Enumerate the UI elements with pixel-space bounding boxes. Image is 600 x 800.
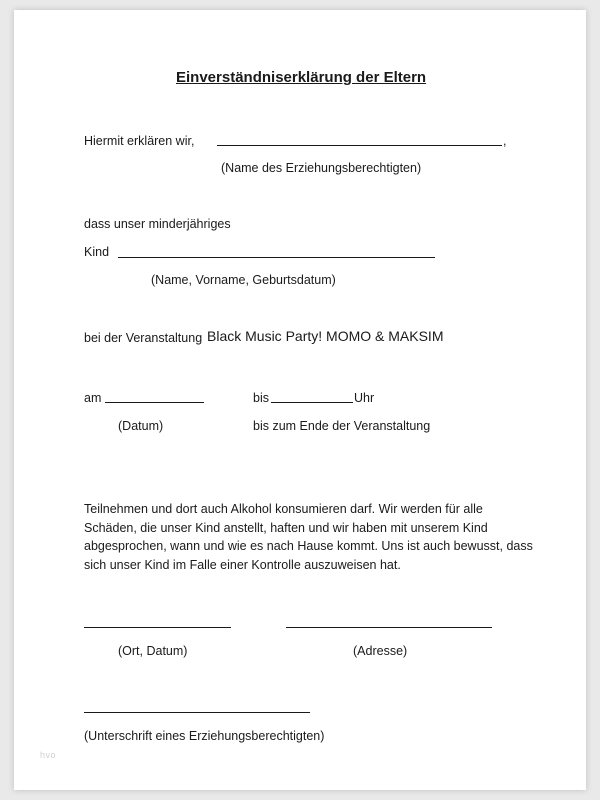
child-name-caption: (Name, Vorname, Geburtsdatum)	[151, 273, 336, 287]
address-caption: (Adresse)	[353, 644, 408, 658]
child-intro: dass unser minderjähriges	[84, 217, 231, 231]
watermark: hvo	[40, 750, 57, 760]
consent-paragraph: Teilnehmen und dort auch Alkohol konsumieren darf. Wir werden für alle Schäden, die unser Kind anstellt, haften und wir haben mit unserem Kind abgesprochen, wann und wie es nach Hause kommt. Uns ist auch bewusst, dass sich unser Kind im Falle einer Kontrolle auszuweisen hat.	[84, 502, 533, 572]
am-label: am	[84, 391, 102, 405]
time-line[interactable]	[271, 402, 353, 403]
declaration-trailing-comma: ,	[503, 134, 507, 148]
event-name: Black Music Party! MOMO & MAKSIM	[207, 328, 444, 344]
document-page	[14, 10, 586, 790]
address-line[interactable]	[286, 627, 492, 628]
declaration-label: Hiermit erklären wir,	[84, 134, 195, 148]
bis-label: bis	[253, 391, 269, 405]
date-line[interactable]	[105, 402, 204, 403]
event-label: bei der Veranstaltung	[84, 331, 203, 345]
uhr-label: Uhr	[354, 391, 375, 405]
child-name-line[interactable]	[118, 257, 435, 258]
guardian-name-line[interactable]	[217, 145, 502, 146]
signature-line[interactable]	[84, 712, 310, 713]
place-date-line[interactable]	[84, 627, 231, 628]
document-title: Einverständniserklärung der Eltern	[176, 69, 427, 86]
place-date-caption: (Ort, Datum)	[118, 644, 188, 658]
signature-caption: (Unterschrift eines Erziehungsberechtigten)	[84, 729, 325, 743]
datum-caption: (Datum)	[118, 419, 164, 433]
end-of-event-caption: bis zum Ende der Veranstaltung	[253, 419, 431, 433]
guardian-name-caption: (Name des Erziehungsberechtigten)	[221, 161, 422, 175]
child-label: Kind	[84, 245, 110, 259]
